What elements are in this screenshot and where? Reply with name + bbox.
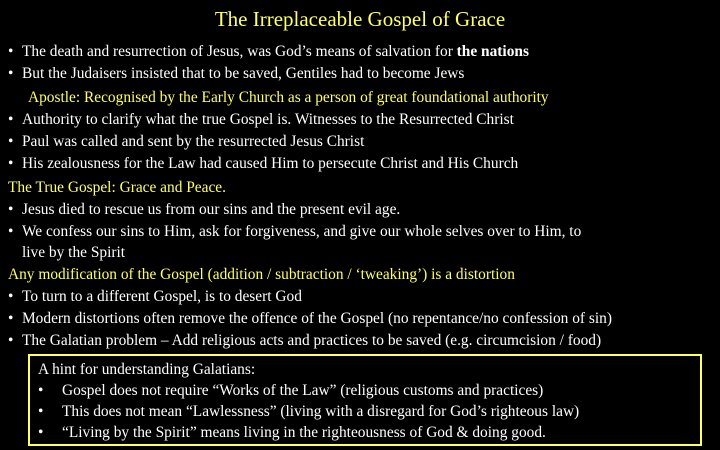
bullet-icon: • — [8, 133, 14, 150]
hint-bullet-3-text: “Living by the Spirit” means living in the righteousness of God & doing good. — [62, 424, 546, 441]
bullet-icon: • — [8, 111, 14, 128]
intro-bullet-2-text: But the Judaisers insisted that to be saved, Gentiles had to become Jews — [22, 65, 465, 82]
apostle-heading: Apostle: Recognised by the Early Church as a person of great foundational authority — [28, 89, 549, 106]
bullet-icon: • — [8, 65, 14, 82]
intro-bullet-1-text: The death and resurrection of Jesus, was God’s means of salvation for — [22, 43, 457, 60]
bullet-icon: • — [8, 201, 14, 218]
bullet-icon: • — [8, 332, 14, 349]
bullet-icon: • — [8, 310, 14, 327]
hint-box — [28, 354, 702, 446]
bullet-icon: • — [8, 223, 14, 240]
distortion-bullet-3-text: The Galatian problem – Add religious acts and practices to be saved (e.g. circumcision / food) — [22, 332, 602, 349]
hint-bullet-1-text: Gospel does not require “Works of the Law” (religious customs and practices) — [62, 382, 544, 399]
true-gospel-bullet-2-text-cont: live by the Spirit — [22, 244, 126, 261]
true-gospel-bullet-1-text: Jesus died to rescue us from our sins and the present evil age. — [22, 201, 401, 218]
bullet-icon: • — [8, 288, 14, 305]
bullet-icon: • — [8, 155, 14, 172]
apostle-bullet-3-text: His zealousness for the Law had caused Him to persecute Christ and His Church — [22, 155, 519, 172]
hint-heading: A hint for understanding Galatians: — [38, 361, 256, 378]
bullet-icon: • — [38, 403, 44, 420]
true-gospel-heading: The True Gospel: Grace and Peace. — [8, 179, 226, 196]
distortion-heading: Any modification of the Gospel (addition / subtraction / ‘tweaking’) is a distortion — [8, 266, 515, 283]
true-gospel-bullet-2-text: We confess our sins to Him, ask for forgiveness, and give our whole selves over to Him, to — [22, 223, 582, 240]
apostle-bullet-1-text: Authority to clarify what the true Gospel is. Witnesses to the Resurrected Christ — [22, 111, 514, 128]
hint-bullet-2-text: This does not mean “Lawlessness” (living with a disregard for God’s righteous law) — [62, 403, 580, 420]
distortion-bullet-2-text: Modern distortions often remove the offence of the Gospel (no repentance/no confession of sin) — [22, 310, 612, 327]
bullet-icon: • — [38, 382, 44, 399]
slide-title: The Irreplaceable Gospel of Grace — [214, 7, 506, 31]
intro-bullet-1-emphasis: the nations — [456, 43, 529, 60]
bullet-icon: • — [8, 43, 14, 60]
apostle-bullet-2-text: Paul was called and sent by the resurrected Jesus Christ — [22, 133, 365, 150]
distortion-bullet-1-text: To turn to a different Gospel, is to desert God — [22, 288, 302, 305]
bullet-icon: • — [38, 424, 44, 441]
